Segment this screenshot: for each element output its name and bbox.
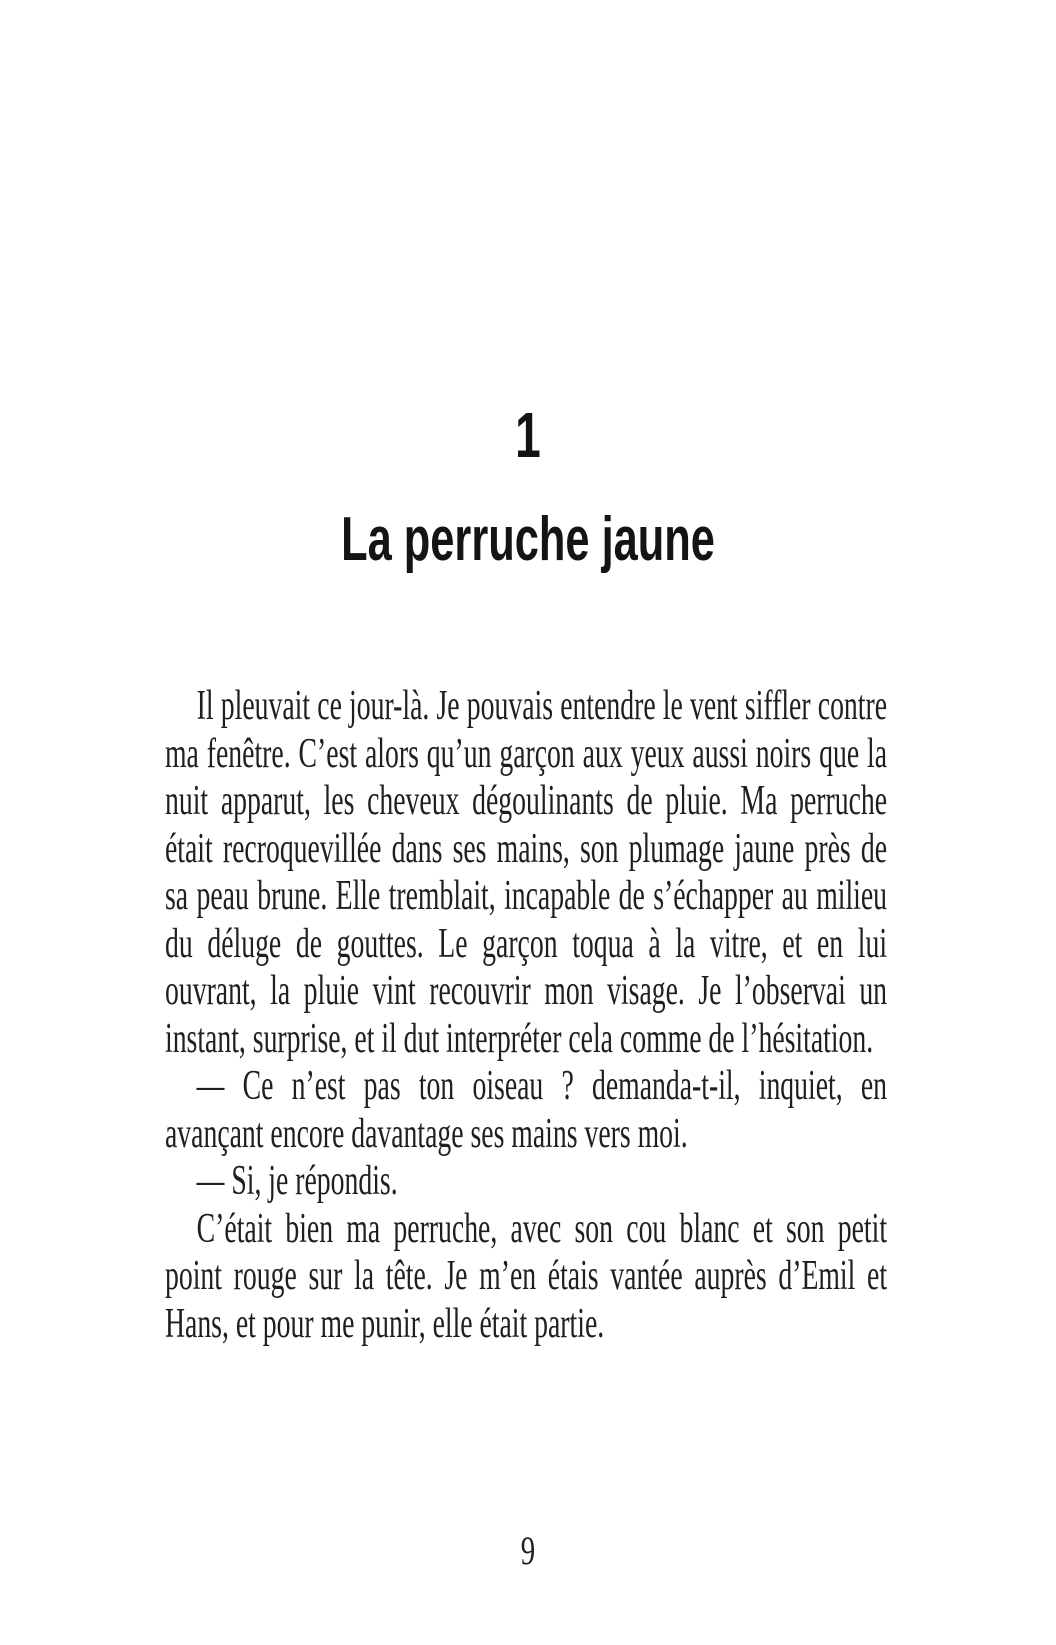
page-number: 9 [520, 1528, 536, 1573]
chapter-title: La perruche jaune [341, 505, 715, 574]
paragraph-4: C’était bien ma perruche, avec son cou blanc et son petit point rouge sur la tête. Je m’en étais vantée auprès d’Emil et Hans, et pour me punir, elle était partie. [165, 1205, 888, 1347]
body-text [165, 683, 887, 1348]
paragraph-2-dialogue: — Ce n’est pas ton oiseau ? demanda-t-il, inquiet, en avançant encore davantage ses mains vers moi. [165, 1063, 888, 1157]
paragraph-1: Il pleuvait ce jour-là. Je pouvais entendre le vent siffler contre ma fenêtre. C’est alors qu’un garçon aux yeux aussi noirs que la nuit apparut, les cheveux dégoulinants de pluie. Ma perruche était recroquevillée dans ses mains, son plumage jaune près de sa peau brune. Elle tremblait, incapable de s’échapper au milieu du déluge de gouttes. Le garçon toqua à la vitre, et en lui ouvrant, la pluie vint recouvrir mon visage. Je l’observai un instant, surprise, et il dut interpréter cela comme de l’hésitation. [165, 683, 888, 1062]
chapter-number: 1 [515, 399, 541, 471]
paragraph-3-dialogue: — Si, je répondis. [196, 1158, 398, 1204]
